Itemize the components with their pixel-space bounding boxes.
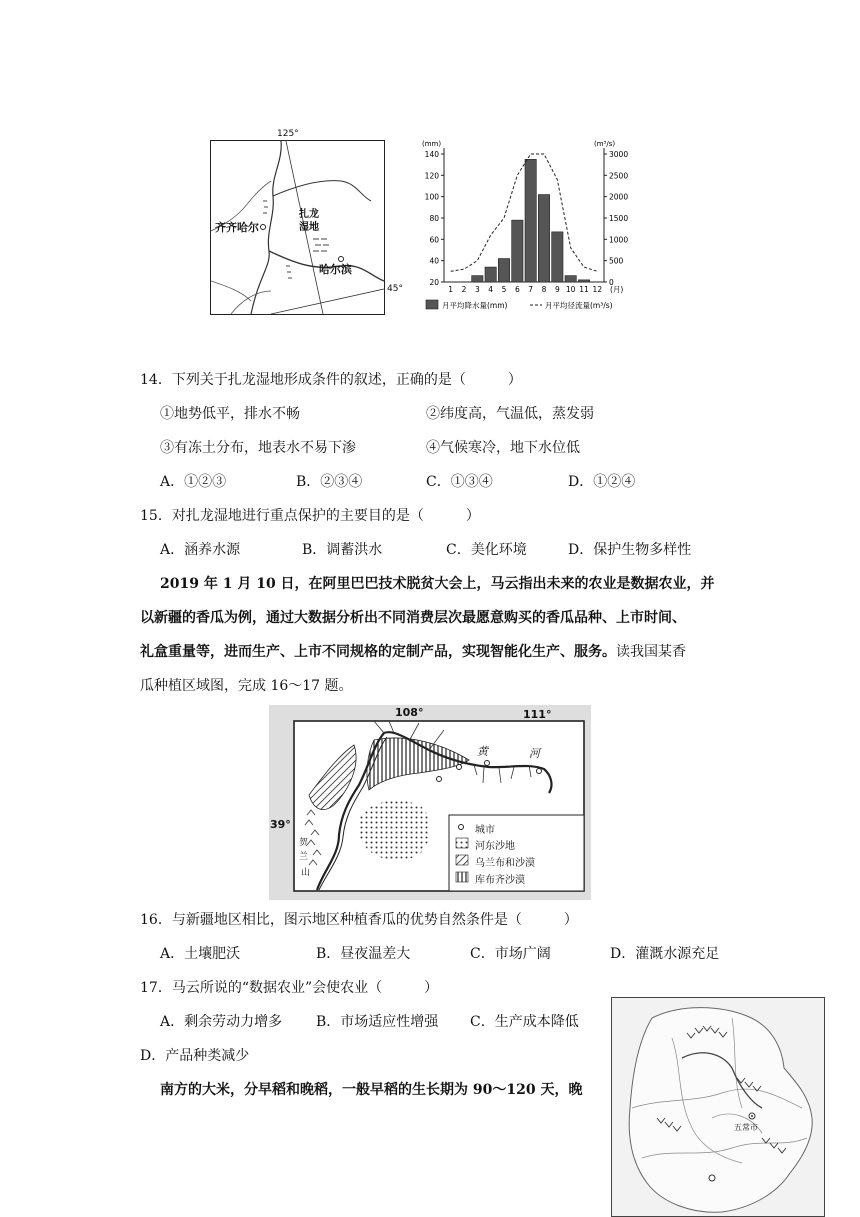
legend-kubuqi: 库布齐沙漠 — [475, 875, 525, 886]
precipitation-bar — [485, 267, 496, 282]
q14-statement-3: ③有冻土分布，地表水不易下渗 — [160, 440, 356, 456]
q14-option-d[interactable]: D．①②④ — [568, 474, 636, 490]
month-tick-label: 7 — [528, 285, 534, 294]
left-tick-label: 80 — [429, 214, 439, 223]
month-tick-label: 6 — [514, 285, 520, 294]
legend-bar-label: 月平均降水量(mm) — [442, 301, 508, 310]
q15-option-d[interactable]: D．保护生物多样性 — [568, 542, 692, 558]
left-tick-label: 120 — [424, 171, 439, 181]
climate-chart-svg — [418, 136, 648, 318]
q14-statement-4: ④气候寒冷，地下水位低 — [426, 440, 580, 456]
left-tick-label: 140 — [424, 150, 439, 159]
q15-option-b[interactable]: B．调蓄洪水 — [302, 542, 383, 558]
month-tick-label: 9 — [554, 285, 560, 294]
q17-option-a[interactable]: A．剩余劳动力增多 — [160, 1014, 283, 1030]
river-label-1: 黄 — [477, 745, 488, 758]
q14-stem: 14．下列关于扎龙湿地形成条件的叙述，正确的是（ ） — [140, 372, 522, 388]
passage1-line-3-bold: 礼盒重量等，进而生产、上市不同规格的定制产品，实现智能化生产、服务。 — [140, 644, 616, 660]
month-tick-label: 5 — [501, 285, 507, 294]
passage1-line-3-normal: 读我国某香 — [616, 644, 686, 660]
month-tick-label: 12 — [592, 285, 603, 294]
right-tick-label: 500 — [609, 256, 624, 266]
passage1-line-4: 瓜种植区域图，完成 16～17 题。 — [140, 678, 353, 694]
precipitation-bar — [525, 159, 536, 282]
right-tick-label: 1500 — [609, 214, 629, 223]
runoff-line — [451, 154, 598, 271]
q17-option-c[interactable]: C．生产成本降低 — [470, 1014, 579, 1030]
right-tick-label: 0 — [609, 278, 614, 287]
passage1-line-2: 以新疆的香瓜为例，通过大数据分析出不同消费层次最愿意购买的香瓜品种、上市时间、 — [140, 610, 686, 626]
q14-option-b[interactable]: B．②③④ — [296, 474, 363, 490]
q16-option-b[interactable]: B．昼夜温差大 — [316, 946, 411, 962]
month-tick-label: 11 — [579, 285, 589, 294]
q16-option-c[interactable]: C．市场广阔 — [470, 946, 551, 962]
right-tick-label: 2000 — [609, 192, 629, 202]
passage1-line-3 — [140, 642, 686, 662]
wuchang-city-label: 五常市 — [734, 1123, 758, 1132]
mountain-label-1: 贺 — [299, 838, 309, 848]
q16-option-d[interactable]: D．灌溉水源充足 — [610, 946, 720, 962]
longitude-111-label: 111° — [523, 708, 552, 721]
legend-ulanbuh: 乌兰布和沙漠 — [475, 858, 535, 869]
zhalong-map — [210, 129, 403, 315]
precipitation-bar — [498, 259, 509, 282]
left-unit-label: (mm) — [422, 140, 442, 148]
month-tick-label: 1 — [448, 285, 454, 294]
longitude-108-label: 108° — [395, 706, 424, 719]
legend-city: 城市 — [475, 825, 495, 836]
city-qiqihar-label: 齐齐哈尔 — [215, 221, 259, 234]
left-tick-label: 100 — [424, 192, 439, 202]
river-label-2: 河 — [529, 747, 540, 760]
legend-bar-swatch — [426, 300, 438, 309]
q17-stem: 17．马云所说的“数据农业”会使农业（ ） — [140, 980, 439, 996]
q15-option-c[interactable]: C．美化环境 — [446, 542, 527, 558]
passage1-line-1: 2019 年 1 月 10 日，在阿里巴巴技术脱贫大会上，马云指出未来的农业是数据农业，并 — [160, 576, 715, 592]
wetland-label-2: 湿地 — [299, 222, 319, 233]
latitude-label: 45° — [387, 284, 403, 294]
q14-option-c[interactable]: C．①③④ — [426, 474, 493, 490]
northeast-map — [611, 997, 825, 1217]
q16-option-a[interactable]: A．土壤肥沃 — [160, 946, 241, 962]
left-tick-label: 40 — [429, 256, 439, 266]
mountain-label-3: 山 — [301, 868, 311, 878]
q14-statement-2: ②纬度高，气温低，蒸发弱 — [426, 406, 594, 422]
mountain-label-2: 兰 — [299, 852, 309, 862]
precipitation-bar — [578, 280, 589, 282]
melon-region-map — [269, 705, 591, 900]
q17-option-b[interactable]: B．市场适应性增强 — [316, 1014, 439, 1030]
melon-region-map-drawing — [269, 705, 591, 900]
wetland-label-1: 扎龙 — [299, 209, 319, 220]
left-tick-label: 60 — [429, 235, 439, 245]
climate-chart — [418, 136, 648, 318]
precipitation-bar — [552, 232, 563, 282]
right-tick-label: 2500 — [609, 171, 629, 181]
month-tick-label: 2 — [461, 285, 467, 294]
precipitation-bar — [565, 276, 576, 282]
month-unit-label: (月) — [610, 285, 624, 294]
q17-option-d[interactable]: D．产品种类减少 — [140, 1048, 250, 1064]
precipitation-bar — [472, 276, 483, 282]
q15-stem: 15．对扎龙湿地进行重点保护的主要目的是（ ） — [140, 508, 480, 524]
q14-option-a[interactable]: A．①②③ — [160, 474, 227, 490]
precipitation-bar — [512, 220, 523, 282]
q15-option-a[interactable]: A．涵养水源 — [160, 542, 241, 558]
legend-line-label: 月平均径流量(m³/s) — [545, 301, 613, 310]
latitude-39-label: 39° — [270, 818, 291, 831]
month-tick-label: 4 — [488, 285, 494, 294]
precipitation-bar — [538, 195, 549, 282]
month-tick-label: 10 — [565, 285, 576, 294]
right-unit-label: (m³/s) — [594, 140, 616, 148]
passage2-line-1: 南方的大米，分早稻和晚稻，一般早稻的生长期为 90～120 天，晚 — [160, 1082, 583, 1098]
month-tick-label: 8 — [541, 285, 547, 294]
legend-hedong: 河东沙地 — [475, 841, 515, 852]
right-tick-label: 1000 — [609, 235, 629, 245]
left-tick-label: 20 — [429, 278, 439, 287]
northeast-map-drawing — [612, 998, 824, 1216]
q14-statement-1: ①地势低平，排水不畅 — [160, 406, 300, 422]
longitude-label: 125° — [277, 129, 299, 139]
month-tick-label: 3 — [474, 285, 480, 294]
right-tick-label: 3000 — [609, 150, 629, 159]
city-harbin-label: 哈尔滨 — [319, 263, 352, 276]
q16-stem: 16．与新疆地区相比，图示地区种植香瓜的优势自然条件是（ ） — [140, 912, 578, 928]
